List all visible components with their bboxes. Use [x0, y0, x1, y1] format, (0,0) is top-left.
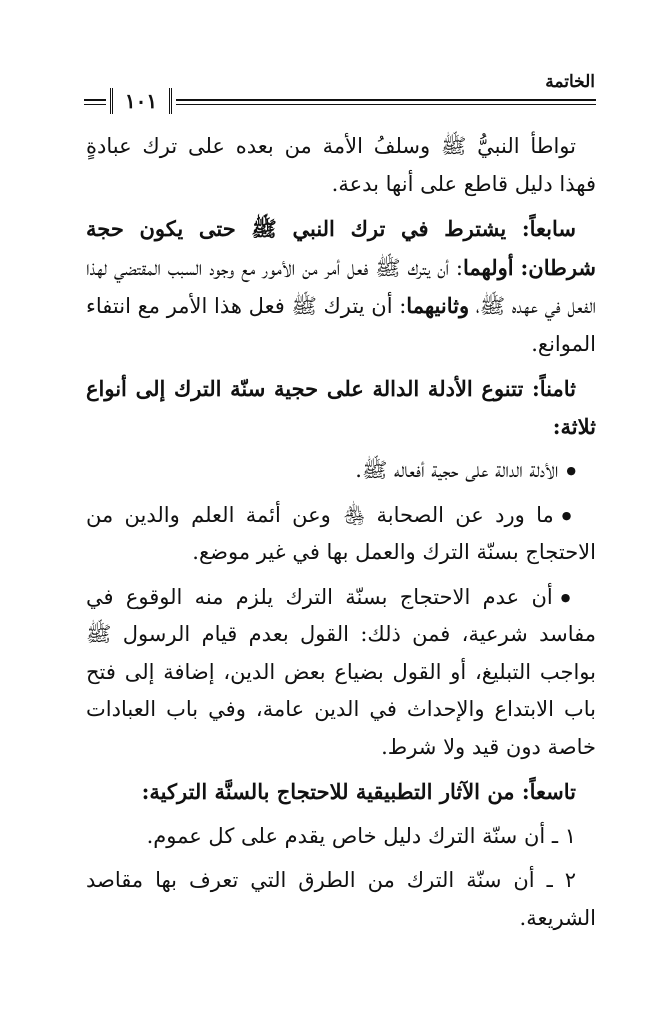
bullet-item-3: ● أن عدم الاحتجاج بسنّة الترك يلزم منه الوقوع في مفاسد شرعية، فمن ذلك: القول بعدم قيام الرسول ﷺ بواجب التبليغ، أو القول بضياع بعض الدين، إضافة إلى فتح باب الابتداع والإحداث في الدين عامة، وفي باب العبادات خاصة دون قيد ولا شرط.: [86, 579, 596, 767]
first-condition-label: أولهما: [463, 254, 514, 280]
numbered-item-1: ١ ـ أن سنّة الترك دليل خاص يقدم على كل عموم.: [146, 823, 576, 848]
ninth-heading: تاسعاً: من الآثار التطبيقية للاحتجاج بالسنَّة التركية:: [141, 779, 576, 804]
bullet-item-1: ● الأدلة الدالة على حجية أفعاله ﷺ.: [86, 452, 596, 490]
paragraph-1: تواطأ النبيُّ ﷺ وسلفُ الأمة من بعده على ترك عبادةٍ فهذا دليل قاطع على أنها بدعة.: [86, 134, 596, 196]
page-body: [86, 128, 596, 944]
first-condition-text: : أن يترك ﷺ فعل أمر من الأمور مع وجود السبب المقتضي لهذا الفعل في عهده ﷺ،: [86, 255, 596, 318]
chapter-title: الخاتمة: [545, 72, 595, 92]
header-rule: [84, 88, 596, 116]
paragraph-seventh: [86, 210, 596, 363]
page-number: ١٠١: [110, 88, 172, 114]
numbered-item-2: ٢ ـ أن سنّة الترك من الطرق التي تعرف بها مقاصد الشريعة.: [86, 868, 596, 930]
second-condition-text: : أن يترك ﷺ فعل هذا الأمر مع انتفاء الموانع.: [86, 294, 596, 356]
seventh-heading: سابعاً: يشترط في ترك النبي ﷺ حتى يكون حجة شرطان:: [86, 216, 596, 280]
eighth-heading: ثامناً: تتنوع الأدلة الدالة على حجية سنّة الترك إلى أنواع ثلاثة:: [86, 376, 596, 439]
second-condition-label: وثانيهما: [406, 293, 470, 318]
bullet-item-2: ● ما ورد عن الصحابة ﵃ وعن أئمة العلم والدين من الاحتجاج بسنّة الترك والعمل بها في غير موضع.: [86, 497, 596, 572]
